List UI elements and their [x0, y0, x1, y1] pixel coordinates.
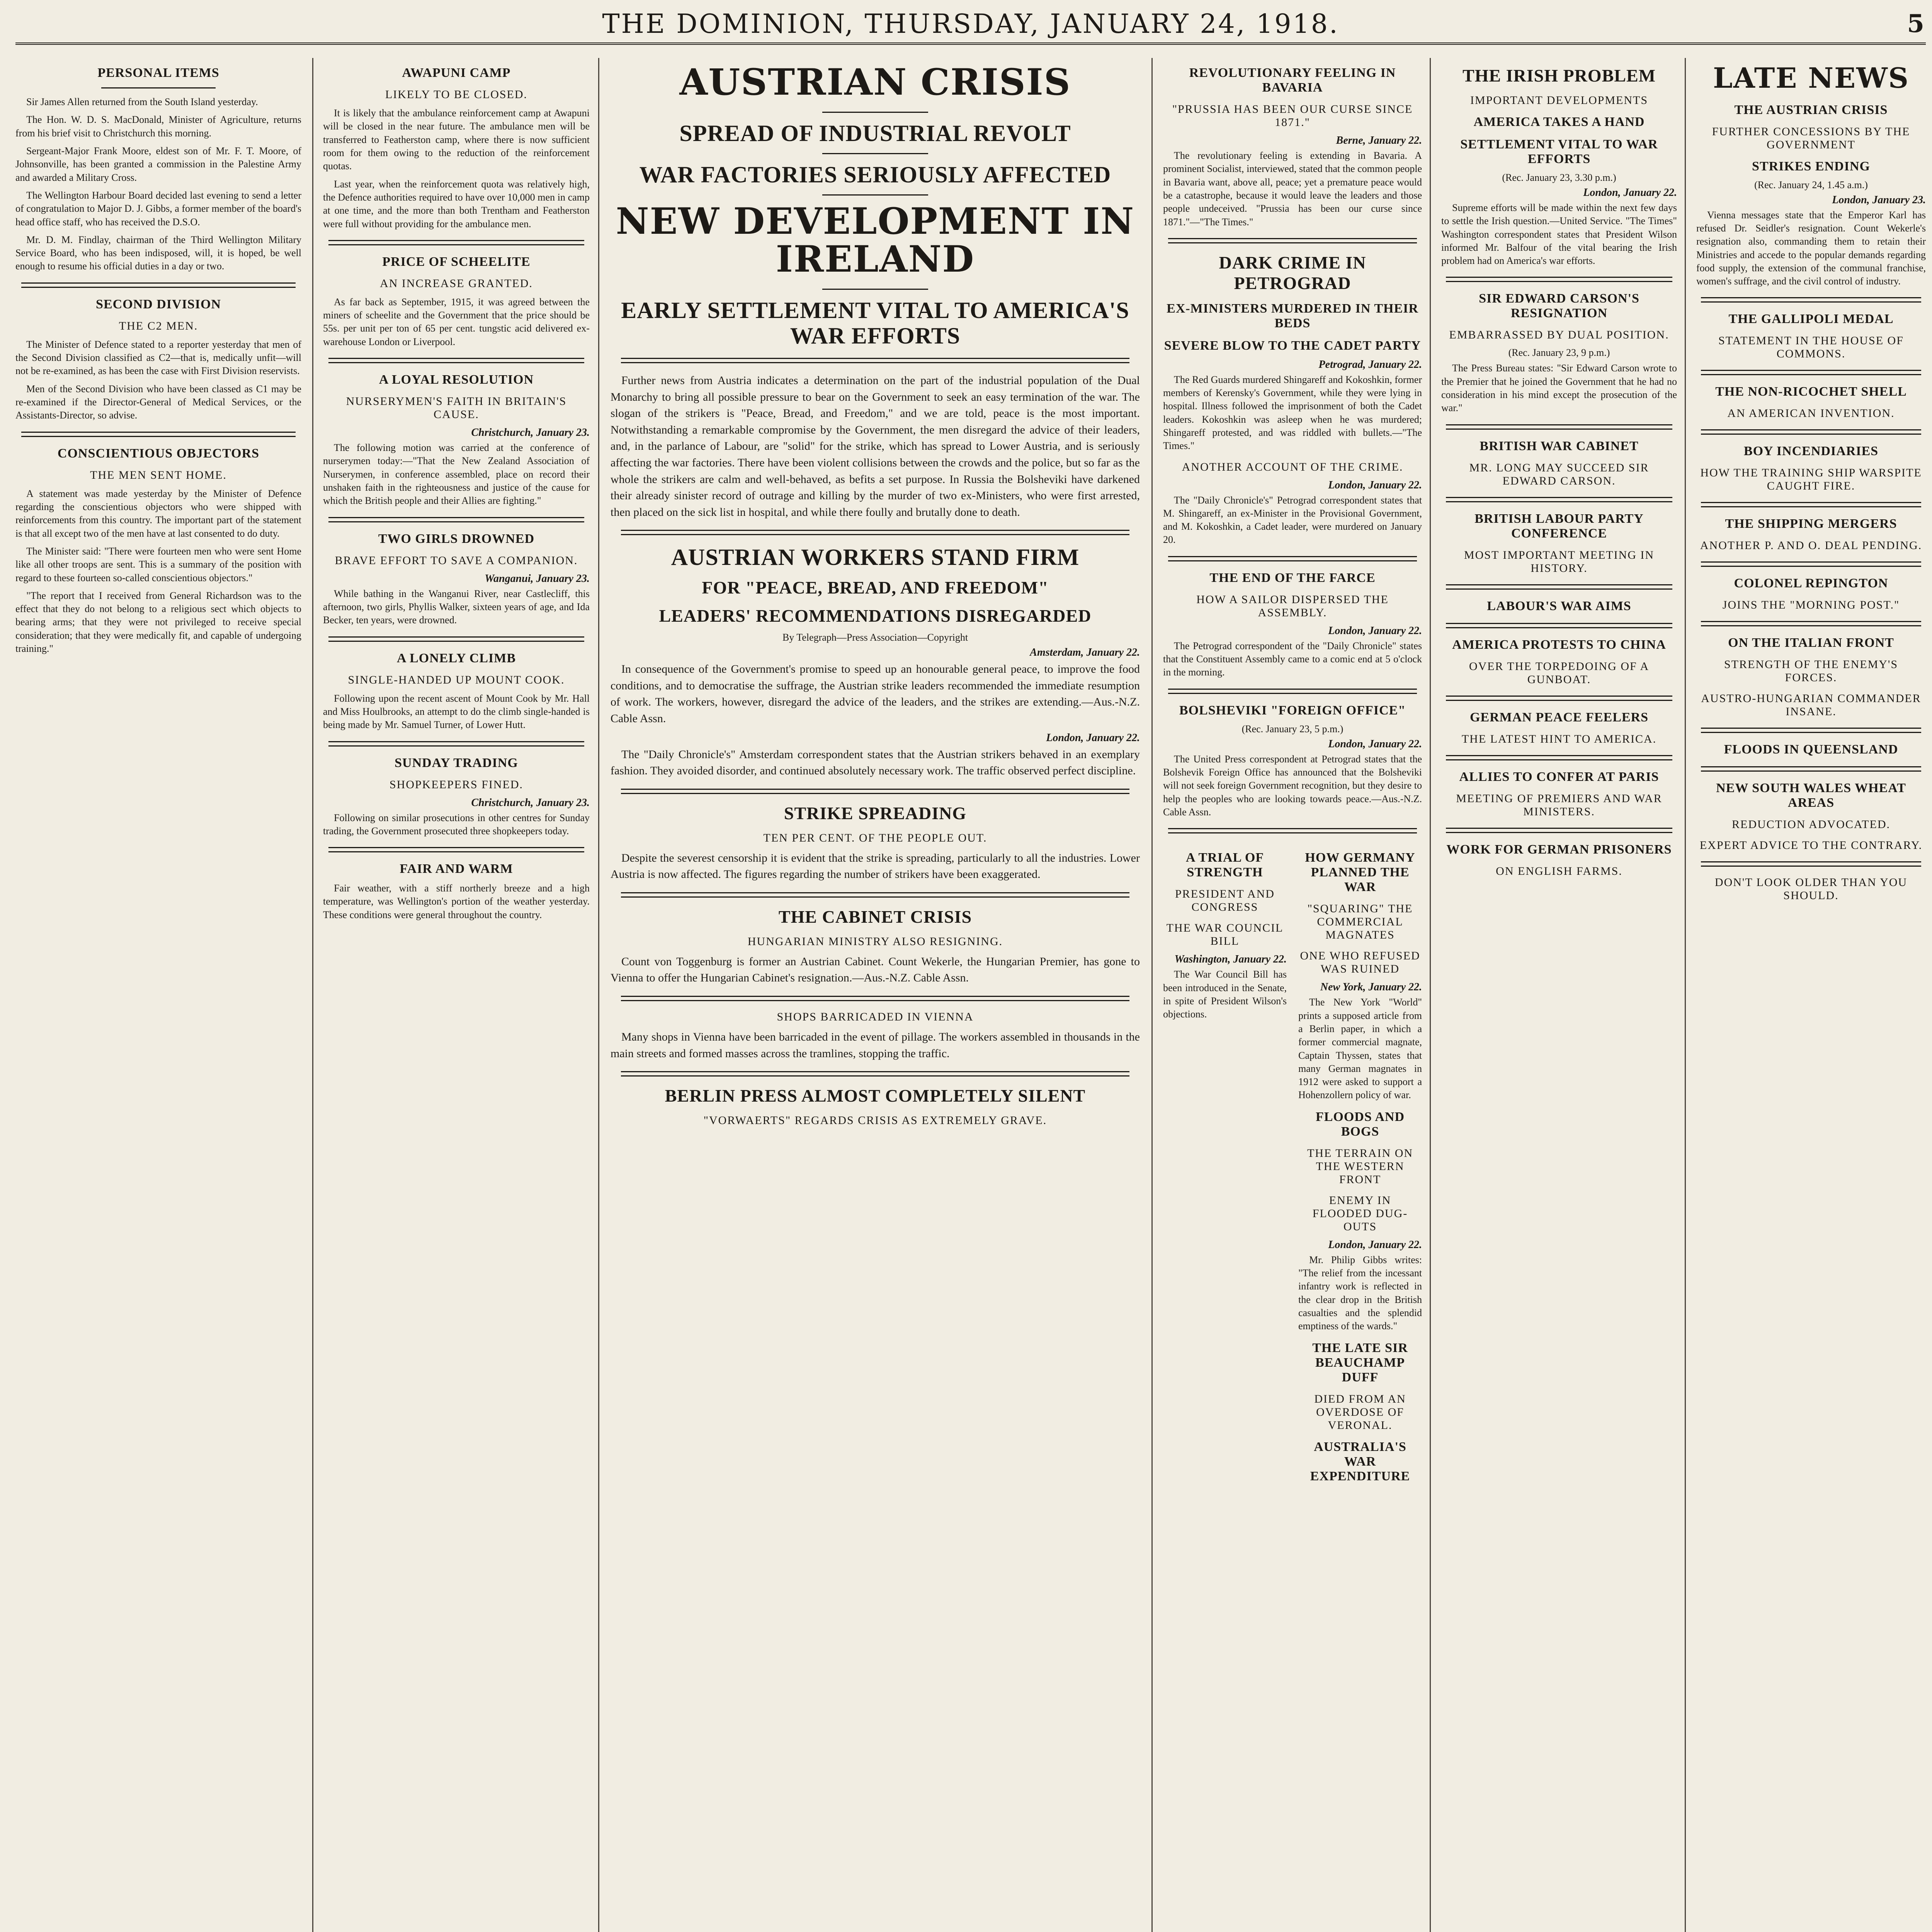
received-line: (Rec. January 23, 3.30 p.m.) — [1502, 172, 1616, 183]
divider — [328, 636, 584, 642]
paragraph: Despite the severest censorship it is evident that the strike is spreading, particularly to all the industries. Lower Austria is now affected. The figures regarding the number of strikers have been exaggerated. — [611, 851, 1140, 881]
heading-war-cabinet: BRITISH WAR CABINET — [1480, 439, 1639, 453]
dateline: London, January 22. — [1328, 479, 1422, 491]
heading-strikes-ending: STRIKES ENDING — [1752, 159, 1870, 173]
headline-berlin-press: BERLIN PRESS ALMOST COMPLETELY SILENT — [665, 1086, 1086, 1106]
divider — [21, 282, 296, 288]
dateline: London, January 22. — [1328, 624, 1422, 637]
subheading: NURSERYMEN'S FAITH IN BRITAIN'S CAUSE. — [346, 395, 567, 421]
column-rule — [598, 58, 599, 1932]
divider — [822, 289, 928, 290]
divider — [621, 358, 1129, 363]
divider — [822, 112, 928, 113]
subheading: EXPERT ADVICE TO THE CONTRARY. — [1699, 839, 1923, 852]
newspaper-title: THE DOMINION, THURSDAY, JANUARY 24, 1918. — [602, 9, 1339, 39]
subcolumn — [1163, 843, 1287, 1489]
heading-lonely-climb: A LONELY CLIMB — [396, 651, 516, 665]
dateline: Christchurch, January 23. — [471, 796, 590, 809]
heading-austrian-crisis: THE AUSTRIAN CRISIS — [1734, 102, 1888, 117]
subheading: ANOTHER ACCOUNT OF THE CRIME. — [1182, 460, 1403, 473]
headline-peace-bread-freedom: FOR "PEACE, BREAD, AND FREEDOM" — [702, 578, 1049, 598]
headline-war-factories: WAR FACTORIES SERIOUSLY AFFECTED — [639, 162, 1111, 187]
subheading: "PRUSSIA HAS BEEN OUR CURSE SINCE 1871." — [1172, 103, 1413, 129]
paragraph: In consequence of the Government's promise to speed up an honourable general peace, to improve the food conditions, and to democratise the suffrage, the Austrian strike leaders recommended the immediate resumption of work. The workers, however, disregard the advice of the leaders, and the strikes are extending.—Aus.-N.Z. Cable Assn. — [611, 663, 1140, 725]
divider — [1701, 561, 1921, 567]
paragraph: Supreme efforts will be made within the next few days to settle the Irish question.—United Service. "The Times" Washington correspondent states that President Wilson informed Mr. Balfour of the vital bearing the Irish problem had on America's war efforts. — [1441, 202, 1677, 267]
dateline: Christchurch, January 23. — [471, 427, 590, 439]
heading-late-news: LATE NEWS — [1713, 61, 1909, 94]
paragraph: The Minister of Defence stated to a reporter yesterday that men of the Second Division classified as C2—that is, medically unfit—will not be re-examined, as has been the case with First Division reservists. — [15, 338, 301, 377]
dateline: Berne, January 22. — [1336, 134, 1422, 146]
paragraph: Vienna messages state that the Emperor Karl has refused Dr. Seidler's resignation. Count Wekerle's resignation also, commanding them to retain their Ministries and accede to the popular demands regarding food supply, the extension of the communal franchise, women's suffrage, and the civil control of industry. — [1696, 209, 1926, 287]
paragraph: Fair weather, with a stiff northerly breeze and a high temperature, was Wellington's portion of the weather yesterday. These conditions were general throughout the country. — [323, 883, 590, 920]
subcolumn — [1298, 843, 1422, 1489]
headline-workers-stand-firm: AUSTRIAN WORKERS STAND FIRM — [671, 544, 1080, 570]
dateline: Washington, January 22. — [1174, 953, 1287, 966]
paragraph: The Petrograd correspondent of the "Daily Chronicle" states that the Constituent Assembly came to a comic end at 5 o'clock in the morning. — [1163, 640, 1422, 678]
headline-austrian-crisis: AUSTRIAN CRISIS — [679, 61, 1071, 104]
column-russia-germany — [1163, 58, 1422, 1932]
divider — [101, 87, 216, 88]
heading-floods-queensland: FLOODS IN QUEENSLAND — [1724, 742, 1898, 757]
heading-foreign-office: BOLSHEVIKI "FOREIGN OFFICE" — [1179, 703, 1406, 718]
heading-beauchamp-duff: THE LATE SIR BEAUCHAMP DUFF — [1312, 1340, 1408, 1384]
received-line: (Rec. January 24, 1.45 a.m.) — [1754, 179, 1868, 190]
subheading: THE TERRAIN ON THE WESTERN FRONT — [1307, 1146, 1413, 1186]
column-irish-problem — [1441, 58, 1677, 1932]
paragraph: The following motion was carried at the conference of nurserymen today:—"That the New Zealand Association of Nurserymen, in conference assembled, place on record their unshaken faith in the righteousness and justice of the cause for which the British people and their Allies are fighting." — [323, 442, 590, 507]
paragraph: The revolutionary feeling is extending in Bavaria. A prominent Socialist, interviewed, stated that the common people in Bavaria want, above all, peace; yet a premature peace would be a catastrophe, because it would leave the leaders and those people undeceived. "Prussia has been our curse since 1871."—"The Times." — [1163, 150, 1422, 228]
divider — [1446, 696, 1672, 701]
masthead — [15, 5, 1926, 45]
heading-two-girls-drowned: TWO GIRLS DROWNED — [378, 531, 535, 546]
column-late-news — [1696, 58, 1926, 1932]
heading-germany-planned-war: HOW GERMANY PLANNED THE WAR — [1305, 850, 1415, 895]
dateline: Wanganui, January 23. — [485, 572, 590, 585]
heading-italian-front: ON THE ITALIAN FRONT — [1728, 636, 1894, 650]
divider — [1701, 502, 1921, 507]
divider — [21, 432, 296, 437]
page-number: 5 — [1907, 9, 1926, 38]
subheading: HUNGARIAN MINISTRY ALSO RESIGNING. — [747, 935, 1003, 948]
heading-fair-and-warm: FAIR AND WARM — [400, 862, 513, 876]
subheading: SHOPKEEPERS FINED. — [389, 778, 524, 791]
divider — [1701, 429, 1921, 435]
heading-conscientious-objectors: CONSCIENTIOUS OBJECTORS — [57, 446, 260, 461]
heading-cadet-party: SEVERE BLOW TO THE CADET PARTY — [1164, 338, 1421, 353]
subheading: EMBARRASSED BY DUAL POSITION. — [1449, 328, 1669, 342]
divider — [1446, 755, 1672, 760]
paragraph: While bathing in the Wanganui River, near Castlecliff, this afternoon, two girls, Phyllis Walker, sixteen years of age, and Ida Becker, ten years, were drowned. — [323, 588, 590, 626]
subheading: ONE WHO REFUSED WAS RUINED — [1300, 949, 1420, 976]
subheading: STRENGTH OF THE ENEMY'S FORCES. — [1724, 658, 1898, 684]
dateline: Petrograd, January 22. — [1318, 358, 1422, 371]
paragraph: Mr. Philip Gibbs writes: "The relief from the incessant infantry work is reflected in the clear drop in the British casualties and the splendid emptiness of the wards." — [1298, 1254, 1422, 1332]
heading-nsw-wheat: NEW SOUTH WALES WHEAT AREAS — [1716, 781, 1906, 810]
paragraph: Sergeant-Major Frank Moore, eldest son of Mr. F. T. Moore, of Johnsonville, has been granted a commission in the Palestine Army and awarded a Military Cross. — [15, 145, 301, 183]
column-rule — [312, 58, 313, 1932]
subheading: THE WAR COUNCIL BILL — [1166, 922, 1284, 948]
headline-america-war-efforts: EARLY SETTLEMENT VITAL TO AMERICA'S WAR EFFORTS — [621, 298, 1129, 349]
subheading: ANOTHER P. AND O. DEAL PENDING. — [1700, 539, 1922, 552]
dateline: London, January 22. — [1328, 738, 1422, 750]
paragraph: It is likely that the ambulance reinforcement camp at Awapuni will be closed in the near future. The ambulance men will be transferred to Featherston camp, where there is now sufficient room for them owing to the reduction of the reinforcement quotas. — [323, 107, 590, 172]
heading-carson-resignation: SIR EDWARD CARSON'S RESIGNATION — [1479, 291, 1639, 321]
dateline: Amsterdam, January 22. — [1030, 646, 1140, 659]
heading-america-takes-hand: AMERICA TAKES A HAND — [1473, 114, 1645, 129]
paragraph: As far back as September, 1915, it was agreed between the miners of scheelite and the Government that the price should be 55s. per unit per ton of 65 per cent. tungstic acid delivered ex-warehouse London or Liverpool. — [323, 296, 590, 347]
paragraph: Many shops in Vienna have been barricaded in the event of pillage. The workers assembled in thousands in the main streets and formed masses across the tramlines, stopping the traffic. — [611, 1030, 1140, 1060]
headline-shops-barricaded: SHOPS BARRICADED IN VIENNA — [777, 1010, 974, 1023]
subheading: AN AMERICAN INVENTION. — [1727, 407, 1895, 420]
advertisement: DON'T LOOK OLDER THAN YOU SHOULD. — [1714, 876, 1908, 902]
column-rule — [1430, 58, 1431, 1932]
divider — [1446, 424, 1672, 430]
paragraph: Following upon the recent ascent of Mount Cook by Mr. Hall and Miss Houlbrooks, an attempt to do the climb single-handed is being made by Mr. Samuel Turner, of Lower Hutt. — [323, 692, 590, 731]
paragraph: Men of the Second Division who have been classed as C1 may be re-examined if the Director-General of Medical Services, or the Assistants-Director, so advise. — [15, 383, 301, 421]
subheading-men-sent-home: THE MEN SENT HOME. — [90, 468, 227, 481]
heading-floods-and-bogs: FLOODS AND BOGS — [1315, 1109, 1405, 1139]
paragraph: The New York "World" prints a supposed article from a Berlin paper, in which a former commercial magnate, Captain Thyssen, states that many German magnates in 1912 were asked to support a Hohenzollern policy of war. — [1298, 997, 1422, 1101]
divider — [328, 358, 584, 363]
dateline: London, January 22. — [1046, 731, 1140, 744]
subheading: AN INCREASE GRANTED. — [380, 277, 533, 290]
divider — [1446, 623, 1672, 628]
subheading: ENEMY IN FLOODED DUG-OUTS — [1312, 1194, 1408, 1233]
heading-gallipoli-medal: THE GALLIPOLI MEDAL — [1728, 312, 1894, 327]
dateline: London, January 22. — [1328, 1238, 1422, 1251]
divider — [1701, 861, 1921, 867]
heading-ex-ministers-murdered: EX-MINISTERS MURDERED IN THEIR BEDS — [1167, 301, 1418, 330]
heading-awapuni-camp: AWAPUNI CAMP — [402, 66, 511, 80]
heading-irish-problem: THE IRISH PROBLEM — [1462, 66, 1656, 85]
headline-ireland: NEW DEVELOPMENT IN IRELAND — [616, 200, 1135, 281]
paragraph: Count von Toggenburg is former an Austrian Cabinet. Count Wekerle, the Hungarian Premier, has gone to Vienna to offer the Hungarian Cabinet's resignation.—Aus.-N.Z. Cable Assn. — [611, 955, 1140, 985]
received-line: (Rec. January 23, 9 p.m.) — [1508, 347, 1610, 359]
lead-paragraph: Further news from Austria indicates a determination on the part of the industrial population of the Dual Monarchy to bring all possible pressure to bear on the Government to seek an easy termination of the war. The slogan of the strikers is "Peace, Bread, and Freedom," and we are told, peace is the most important. Notwithstanding a remarkable compromise by the Government, the men disregard the advice of their leaders, and, in the parlance of Labour, are "solid" for the strike, which has spread to Lower Austria, and is seriously affecting the war factories. There have been violent collisions between the crowds and the police, but so far as the whole the strikers are calm and well-behaved, as befits a set purpose. In Russia the Bolsheviki have darkened their already sinister record of outrage and killing by the murder of two ex-Ministers, who were first arrested, then placed on the sick list in hospital, and while there foully and brutally done to death. — [611, 374, 1140, 519]
subheading: OVER THE TORPEDOING OF A GUNBOAT. — [1469, 660, 1650, 686]
paragraph: A statement was made yesterday by the Minister of Defence regarding the conscientious objectors who were shipped with reinforcements from this country. The important part of the statement is that all except two of the men have at last consented to do duty. — [15, 488, 301, 539]
divider — [621, 892, 1129, 898]
divider — [1701, 766, 1921, 772]
subheading: AUSTRO-HUNGARIAN COMMANDER INSANE. — [1701, 692, 1921, 718]
heading-labour-war-aims: LABOUR'S WAR AIMS — [1487, 599, 1631, 613]
byline: By Telegraph—Press Association—Copyright — [782, 632, 968, 643]
divider — [1701, 621, 1921, 626]
heading-shipping-mergers: THE SHIPPING MERGERS — [1725, 517, 1897, 531]
divider — [1701, 728, 1921, 733]
paragraph: Mr. D. M. Findlay, chairman of the Third Wellington Military Service Board, who has been indisposed, will, it is hoped, be well enough to resume his official duties in a day or two. — [15, 234, 301, 272]
paragraph: The Minister said: "There were fourteen men who were sent Home like all other troops are sent. This is a summary of the position with regard to these fourteen so-called conscientious objectors." — [15, 545, 301, 583]
split-section — [1163, 843, 1422, 1489]
paragraph: The War Council Bill has been introduced in the Senate, in spite of President Wilson's objections. — [1163, 969, 1287, 1020]
subheading: MEETING OF PREMIERS AND WAR MINISTERS. — [1456, 792, 1662, 818]
column-personal-items — [15, 58, 301, 1932]
heading-war-expenditure: AUSTRALIA'S WAR EXPENDITURE — [1310, 1439, 1410, 1483]
paragraph: The United Press correspondent at Petrograd states that the Bolshevik Foreign Office has announced that the Bolsheviki will not seek foreign Government recognition, but they desire to help the peoples who are looking towards peace.—Aus.-N.Z. Cable Assn. — [1163, 753, 1422, 818]
subheading: THE LATEST HINT TO AMERICA. — [1461, 732, 1657, 745]
column-austrian-crisis — [611, 58, 1140, 1932]
subheading: TEN PER CENT. OF THE PEOPLE OUT. — [763, 831, 987, 844]
subheading-c2-men: THE C2 MEN. — [119, 319, 198, 332]
headline-cabinet-crisis: THE CABINET CRISIS — [778, 906, 972, 927]
heading-peace-feelers: GERMAN PEACE FEELERS — [1469, 710, 1649, 724]
headline-strike-spreading: STRIKE SPREADING — [784, 803, 967, 823]
subheading: BRAVE EFFORT TO SAVE A COMPANION. — [335, 554, 578, 567]
paragraph: The Press Bureau states: "Sir Edward Carson wrote to the Premier that he joined the Government that he had no consideration in his mind except the prosecution of the war." — [1441, 362, 1677, 414]
divider — [621, 789, 1129, 794]
subheading: STATEMENT IN THE HOUSE OF COMMONS. — [1718, 334, 1904, 361]
heading-trial-of-strength: A TRIAL OF STRENGTH — [1185, 850, 1264, 880]
subheading: SINGLE-HANDED UP MOUNT COOK. — [348, 673, 565, 686]
heading-personal-items: PERSONAL ITEMS — [97, 66, 219, 80]
heading-bavaria: REVOLUTIONARY FEELING IN BAVARIA — [1189, 66, 1396, 95]
dateline: New York, January 22. — [1320, 981, 1422, 993]
subheading: "SQUARING" THE COMMERCIAL MAGNATES — [1307, 902, 1413, 942]
paragraph: The Red Guards murdered Shingareff and Kokoshkin, former members of Kerensky's Government, while they were lying in hospital. Illness followed the imprisonment of both the Cadet leaders. Kokoshkin was asleep when he was murdered; Shingareff protested, and was riddled with bullets.—"The Times." — [1163, 374, 1422, 452]
paragraph: The "Daily Chronicle's" Amsterdam correspondent states that the Austrian strikers behaved in an exemplary fashion. They avoided disorder, and continued absolutely necessary work. The traffic observed perfect discipline. — [611, 748, 1140, 777]
divider — [1168, 828, 1417, 833]
subheading: PRESIDENT AND CONGRESS — [1175, 888, 1275, 914]
divider — [1446, 584, 1672, 590]
subheading: REDUCTION ADVOCATED. — [1732, 818, 1890, 831]
heading-german-prisoners: WORK FOR GERMAN PRISONERS — [1446, 842, 1672, 857]
paragraph: Sir James Allen returned from the South Island yesterday. — [26, 96, 258, 107]
heading-dark-crime: DARK CRIME IN PETROGRAD — [1219, 252, 1366, 293]
divider — [1446, 828, 1672, 833]
divider — [328, 517, 584, 522]
column-local-news — [323, 58, 590, 1932]
divider — [1168, 556, 1417, 561]
paragraph: Following on similar prosecutions in other centres for Sunday trading, the Government prosecuted three shopkeepers today. — [323, 812, 590, 837]
paragraph: "The report that I received from General Richardson was to the effect that they do not belong to a religious sect which objects to bearing arms; that they were not privileged to receive special consideration; that they were medically fit, and capable of undergoing training." — [15, 590, 301, 655]
paragraph: The Hon. W. D. S. MacDonald, Minister of Agriculture, returns from his brief visit to Christchurch this morning. — [15, 114, 301, 139]
subheading: IMPORTANT DEVELOPMENTS — [1470, 94, 1648, 107]
paragraph: Last year, when the reinforcement quota was relatively high, the Defence authorities required to have over 10,000 men in camp at one time, and the more than both Trentham and Featherston were full without providing for the ambulance men. — [323, 178, 590, 230]
divider — [328, 847, 584, 852]
headline-leaders-disregarded: LEADERS' RECOMMENDATIONS DISREGARDED — [659, 606, 1092, 626]
subheading: LIKELY TO BE CLOSED. — [385, 88, 528, 101]
heading-loyal-resolution: A LOYAL RESOLUTION — [379, 372, 534, 387]
divider — [1701, 370, 1921, 375]
subheading: DIED FROM AN OVERDOSE OF VERONAL. — [1314, 1392, 1406, 1432]
heading-price-of-scheelite: PRICE OF SCHEELITE — [382, 254, 531, 269]
heading-second-division: SECOND DIVISION — [96, 297, 221, 311]
subheading: HOW THE TRAINING SHIP WARSPITE CAUGHT FIRE. — [1700, 466, 1922, 493]
heading-boy-incendiaries: BOY INCENDIARIES — [1743, 444, 1879, 459]
subheading: HOW A SAILOR DISPERSED THE ASSEMBLY. — [1196, 593, 1389, 619]
divider — [621, 996, 1129, 1001]
headline-industrial-revolt: SPREAD OF INDUSTRIAL REVOLT — [679, 120, 1071, 146]
divider — [621, 1071, 1129, 1077]
divider — [822, 153, 928, 154]
divider — [621, 530, 1129, 535]
subheading: FURTHER CONCESSIONS BY THE GOVERNMENT — [1712, 125, 1910, 151]
received-line: (Rec. January 23, 5 p.m.) — [1242, 723, 1344, 735]
heading-end-of-farce: THE END OF THE FARCE — [1209, 570, 1376, 585]
heading-settlement-vital: SETTLEMENT VITAL TO WAR EFFORTS — [1460, 137, 1658, 166]
divider — [1446, 277, 1672, 282]
paragraph: The Wellington Harbour Board decided last evening to send a letter of congratulation to Major D. J. Gibbs, a former member of the board's head office staff, who has received the D.S.O. — [15, 189, 301, 228]
heading-allies-confer: ALLIES TO CONFER AT PARIS — [1459, 769, 1659, 784]
heading-america-protests: AMERICA PROTESTS TO CHINA — [1452, 637, 1666, 652]
heading-non-ricochet-shell: THE NON-RICOCHET SHELL — [1715, 384, 1907, 399]
subheading: MR. LONG MAY SUCCEED SIR EDWARD CARSON. — [1469, 461, 1649, 487]
column-rule — [1151, 58, 1153, 1932]
divider — [1168, 238, 1417, 243]
divider — [328, 240, 584, 245]
heading-sunday-trading: SUNDAY TRADING — [395, 755, 518, 770]
subheading: ON ENGLISH FARMS. — [1496, 864, 1622, 878]
divider — [1168, 689, 1417, 694]
divider — [1446, 497, 1672, 502]
divider — [328, 741, 584, 747]
subheading: MOST IMPORTANT MEETING IN HISTORY. — [1464, 548, 1655, 575]
dateline: London, January 23. — [1832, 194, 1926, 206]
subheading: JOINS THE "MORNING POST." — [1722, 599, 1900, 612]
divider — [822, 194, 928, 196]
heading-colonel-repington: COLONEL REPINGTON — [1734, 576, 1888, 591]
column-rule — [1685, 58, 1686, 1932]
heading-labour-conference: BRITISH LABOUR PARTY CONFERENCE — [1475, 511, 1644, 541]
paragraph: The "Daily Chronicle's" Petrograd correspondent states that M. Shingareff, an ex-Minister in the Provisional Government, and M. Kokoshkin, a Cadet leader, were murdered on January 20. — [1163, 494, 1422, 546]
dateline: London, January 22. — [1583, 186, 1677, 199]
divider — [1701, 297, 1921, 303]
subheading: "VORWAERTS" REGARDS CRISIS AS EXTREMELY GRAVE. — [703, 1114, 1047, 1127]
